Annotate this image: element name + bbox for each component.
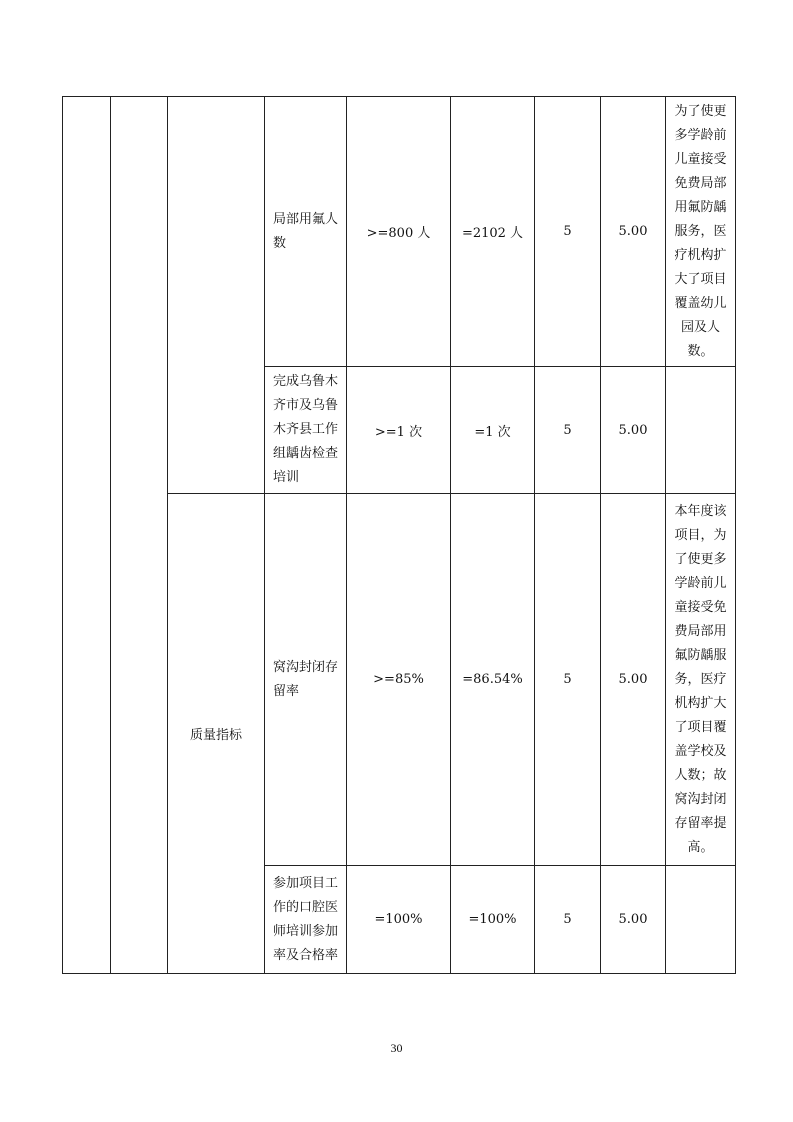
target-cell: >=800 人	[347, 97, 451, 367]
second-level-cell	[111, 97, 168, 974]
indicator-cell: 参加项目工作的口腔医师培训参加率及合格率	[265, 866, 347, 974]
actual-cell: =1 次	[451, 367, 535, 494]
indicator-cell: 窝沟封闭存留率	[265, 494, 347, 866]
target-cell: >=1 次	[347, 367, 451, 494]
note-cell	[666, 866, 736, 974]
note-cell: 为了使更多学龄前儿童接受免费局部用氟防龋服务，医疗机构扩大了项目覆盖幼儿园及人数。	[666, 97, 736, 367]
weight-cell: 5	[535, 494, 601, 866]
page-number: 30	[390, 1041, 403, 1055]
weight-cell: 5	[535, 367, 601, 494]
target-cell: =100%	[347, 866, 451, 974]
weight-cell: 5	[535, 866, 601, 974]
indicator-cell: 局部用氟人数	[265, 97, 347, 367]
score-cell: 5.00	[601, 367, 666, 494]
actual-cell: =86.54%	[451, 494, 535, 866]
third-level-cell	[168, 97, 265, 494]
indicator-cell: 完成乌鲁木齐市及乌鲁木齐县工作组龋齿检查培训	[265, 367, 347, 494]
weight-cell: 5	[535, 97, 601, 367]
note-cell	[666, 367, 736, 494]
actual-cell: =100%	[451, 866, 535, 974]
score-cell: 5.00	[601, 97, 666, 367]
score-cell: 5.00	[601, 866, 666, 974]
score-cell: 5.00	[601, 494, 666, 866]
target-cell: >=85%	[347, 494, 451, 866]
table-row	[63, 97, 736, 367]
note-cell: 本年度该项目，为了使更多学龄前儿童接受免费局部用氟防龋服务，医疗机构扩大了项目覆盖学校及人数；故窝沟封闭存留率提高。	[666, 494, 736, 866]
quality-category-cell: 质量指标	[168, 494, 265, 974]
first-level-cell	[63, 97, 111, 974]
actual-cell: =2102 人	[451, 97, 535, 367]
performance-table	[62, 96, 736, 974]
